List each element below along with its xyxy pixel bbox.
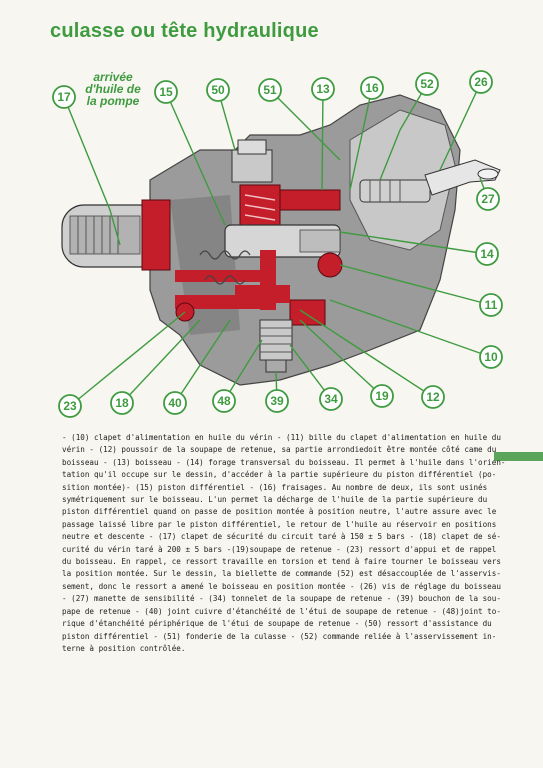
callout-label: 27 (481, 192, 495, 206)
callout-50 (207, 79, 229, 101)
callout-label: 12 (426, 390, 440, 404)
legend-line: neutre et descente - (17) clapet de sécurité du circuit taré à 150 ± 5 bars - (18) clapet de sé- (62, 532, 501, 542)
callout-label: 52 (420, 77, 434, 91)
annotation-line: la pompe (86, 94, 140, 108)
callout-label: 14 (480, 247, 494, 261)
callout-40 (164, 392, 186, 414)
annotation-line: arrivée (93, 70, 133, 84)
callout-label: 19 (375, 389, 389, 403)
page-title: culasse ou tête hydraulique (50, 20, 319, 42)
callout-23 (59, 395, 81, 417)
legend-line: vérin - (12) poussoir de la soupape de retenue, sa partie arrondiedoit être montée côté came du (62, 445, 497, 455)
legend-line: passage laissé libre par le piston différentiel, le retour de l'huile au réservoir en positions (62, 519, 497, 529)
callout-15 (155, 81, 177, 103)
legend-line: sition montée)- (15) piston différentiel - (16) fraisages. Au nombre de deux, ils sont usinés (62, 482, 488, 492)
callout-label: 15 (159, 85, 173, 99)
relief-valve-cylinder (62, 200, 170, 270)
legend-line: symétriquement sur le boisseau. L'un permet la décharge de l'huile de la partie supérieure du (62, 495, 488, 505)
callout-label: 13 (316, 82, 330, 96)
callout-label: 51 (263, 83, 277, 97)
legend-line: du boisseau. En rappel, ce ressort travaille en torsion et tend à faire tourner le boisseau vers (62, 557, 501, 567)
hydraulic-head-cutaway-illustration (0, 60, 543, 430)
legend-line: sement, donc le ressort a amené le boisseau en position montée - (26) vis de réglage du boisseau (62, 581, 501, 591)
callout-13 (312, 78, 334, 100)
legend-line: pape de retenue - (40) joint cuivre d'étanchéité de l'étui de soupape de retenue - (48)joint to- (62, 606, 501, 616)
callout-label: 26 (474, 75, 488, 89)
top-plug-nut (232, 140, 272, 182)
legend-line: curité du vérin taré à 200 ± 5 bars -(19)soupape de retenue - (23) ressort d'appui et de rappel (62, 544, 497, 554)
callout-19 (371, 385, 393, 407)
callout-34 (320, 388, 342, 410)
legend-line: terne à position contrôlée. (62, 643, 186, 653)
callout-17 (53, 86, 75, 108)
callout-label: 10 (484, 350, 498, 364)
legend-line: piston différentiel quand on passe de position montée à position neutre, l'autre assure avec le (62, 507, 497, 517)
callout-label: 11 (484, 298, 498, 312)
callout-label: 34 (324, 392, 338, 406)
callout-48 (213, 390, 235, 412)
callout-label: 23 (63, 399, 77, 413)
callout-52 (416, 73, 438, 95)
callout-26 (470, 71, 492, 93)
legend-line: tation qu'il occupe sur le dessin, d'accéder à la partie supérieure du piston différentiel (po- (62, 470, 497, 480)
callout-39 (266, 390, 288, 412)
legend-line: boisseau - (13) boisseau - (14) forage transversal du boisseau. Il permet à l'huile dans l'orien- (62, 457, 506, 467)
callout-label: 17 (57, 90, 71, 104)
annotation-line: d'huile de (85, 82, 141, 96)
legend-line: - (27) manette de sensibilité - (34) tonnelet de la soupape de retenue - (39) bouchon de la sou- (62, 594, 501, 604)
legend-line: - (10) clapet d'alimentation en huile du vérin - (11) bille du clapet d'alimentation en huile du (62, 433, 501, 442)
callout-11 (480, 294, 502, 316)
legend-line: rique d'étanchéité périphérique de l'étui de soupape de retenue - (50) ressort d'assistance du (62, 619, 492, 629)
callout-label: 18 (115, 396, 129, 410)
legend-line: la position montée. Sur le dessin, la biellette de commande (52) est désaccouplée de l'asservis- (62, 569, 501, 579)
legend-line: piston différentiel - (51) fonderie de la culasse - (52) commande reliée à l'asservissement in- (62, 631, 497, 641)
callout-label: 16 (365, 81, 379, 95)
callout-51 (259, 79, 281, 101)
callout-label: 50 (211, 83, 225, 97)
callout-label: 40 (168, 396, 182, 410)
callout-label: 48 (217, 394, 231, 408)
callout-14 (476, 243, 498, 265)
callout-16 (361, 77, 383, 99)
callout-27 (477, 188, 499, 210)
callout-18 (111, 392, 133, 414)
callout-label: 39 (270, 394, 284, 408)
callout-12 (422, 386, 444, 408)
callout-10 (480, 346, 502, 368)
parts-legend (62, 432, 510, 655)
